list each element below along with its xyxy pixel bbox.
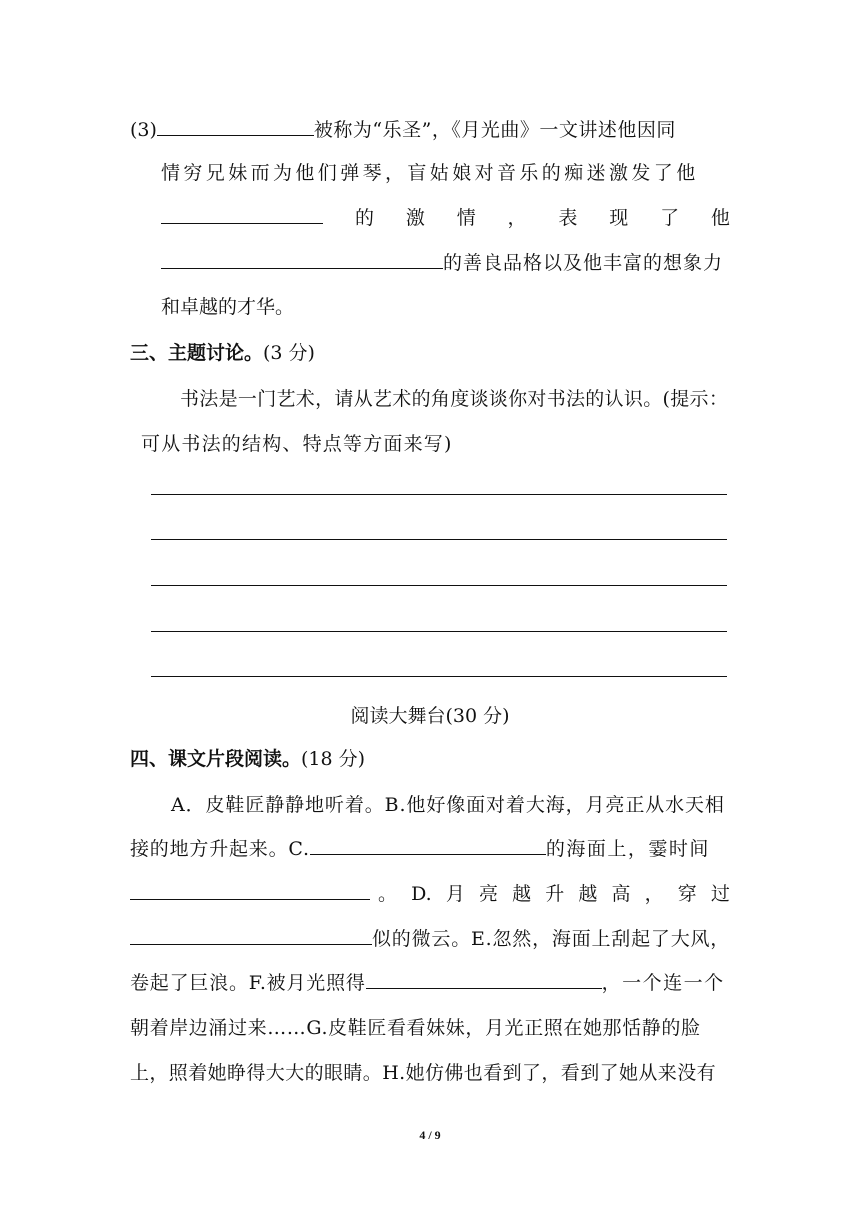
section-3-prompt-2 [141, 431, 453, 457]
passage-text: 朝着岸边涌过来……G.皮鞋匠看看妹妹，月光正照在她那恬静的脸 [130, 1017, 701, 1039]
q3-text: 的善良品格以及他丰富的想象力 [443, 252, 724, 274]
passage-line-4 [130, 926, 730, 952]
answer-blank[interactable] [310, 836, 546, 855]
passage-text: ，一个连一个 [601, 972, 725, 994]
passage-line-6 [130, 1015, 701, 1041]
writing-line[interactable] [151, 676, 727, 677]
passage-line-7 [130, 1060, 716, 1086]
section-4-heading [130, 746, 365, 772]
writing-line[interactable] [151, 539, 727, 540]
writing-line[interactable] [151, 631, 727, 632]
page-number: 4 / 9 [419, 1128, 441, 1142]
spread-char: 越 [578, 883, 598, 905]
spread-char: 的 [355, 207, 375, 229]
q3-line-4 [161, 250, 723, 276]
passage-text: 接的地方升起来。C. [130, 838, 310, 860]
passage-text: A．皮鞋匠静静地听着。B.他好像面对着大海，月亮正从水天相 [171, 794, 725, 816]
passage-text: 的海面上，霎时间 [545, 838, 710, 860]
passage-line-5 [130, 970, 725, 996]
passage-line-3 [130, 881, 730, 907]
writing-line[interactable] [151, 585, 727, 586]
spread-char: 他 [710, 207, 730, 229]
spread-char: 穿 [677, 883, 697, 905]
section-3-prompt-1 [180, 386, 728, 412]
q3-text: 被称为“乐圣”，《月光曲》一文讲述他因同 [313, 119, 676, 141]
spread-char: 激 [405, 207, 425, 229]
answer-blank[interactable] [157, 117, 314, 136]
answer-blank[interactable] [161, 250, 443, 269]
section-score: (18 分) [301, 748, 366, 770]
spread-char: 表 [558, 207, 578, 229]
section-score: (3 分) [263, 342, 315, 364]
section-title: 四、课文片段阅读。 [130, 748, 302, 770]
spread-char: 亮 [478, 883, 498, 905]
spread-char: ， [644, 883, 664, 905]
answer-blank[interactable] [130, 926, 372, 945]
writing-line[interactable] [151, 494, 727, 495]
q3-text: 和卓越的才华。 [161, 296, 295, 318]
q3-text: 情穷兄妹而为他们弹琴，盲姑娘对音乐的痴迷激发了他 [161, 162, 699, 184]
q3-line-1 [130, 117, 676, 143]
passage-text: 上，照着她睁得大大的眼睛。H.她仿佛也看到了，看到了她从来没有 [130, 1062, 717, 1084]
spread-char: 过 [710, 883, 730, 905]
spread-char: 月 [445, 883, 465, 905]
spread-char: 。 [378, 883, 398, 905]
prompt-text: 可从书法的结构、特点等方面来写) [141, 433, 453, 455]
spread-char: ， [507, 207, 527, 229]
spread-char: 了 [660, 207, 680, 229]
q3-line-2 [161, 160, 699, 186]
spread-char: 现 [609, 207, 629, 229]
answer-blank[interactable] [366, 970, 602, 989]
passage-line-1 [171, 792, 725, 818]
spread-char: D. [411, 883, 432, 905]
spread-char: 高 [611, 883, 631, 905]
prompt-text: 书法是一门艺术，请从艺术的角度谈谈你对书法的认识。(提示： [180, 388, 729, 410]
question-number: (3) [130, 119, 157, 141]
spread-char: 升 [545, 883, 565, 905]
spread-char: 越 [512, 883, 532, 905]
q3-line-3 [161, 205, 730, 231]
reading-section-title: 阅读大舞台(30 分) [350, 705, 510, 727]
q3-line-5 [161, 294, 294, 320]
spread-char: 情 [456, 207, 476, 229]
section-3-heading [130, 340, 315, 366]
passage-text: 似的微云。E.忽然，海面上刮起了大风， [372, 928, 731, 950]
passage-line-2 [130, 836, 710, 862]
passage-text: 卷起了巨浪。F.被月光照得 [130, 972, 366, 994]
section-title: 三、主题讨论。 [130, 342, 264, 364]
answer-blank[interactable] [130, 881, 370, 900]
answer-blank[interactable] [161, 205, 323, 224]
